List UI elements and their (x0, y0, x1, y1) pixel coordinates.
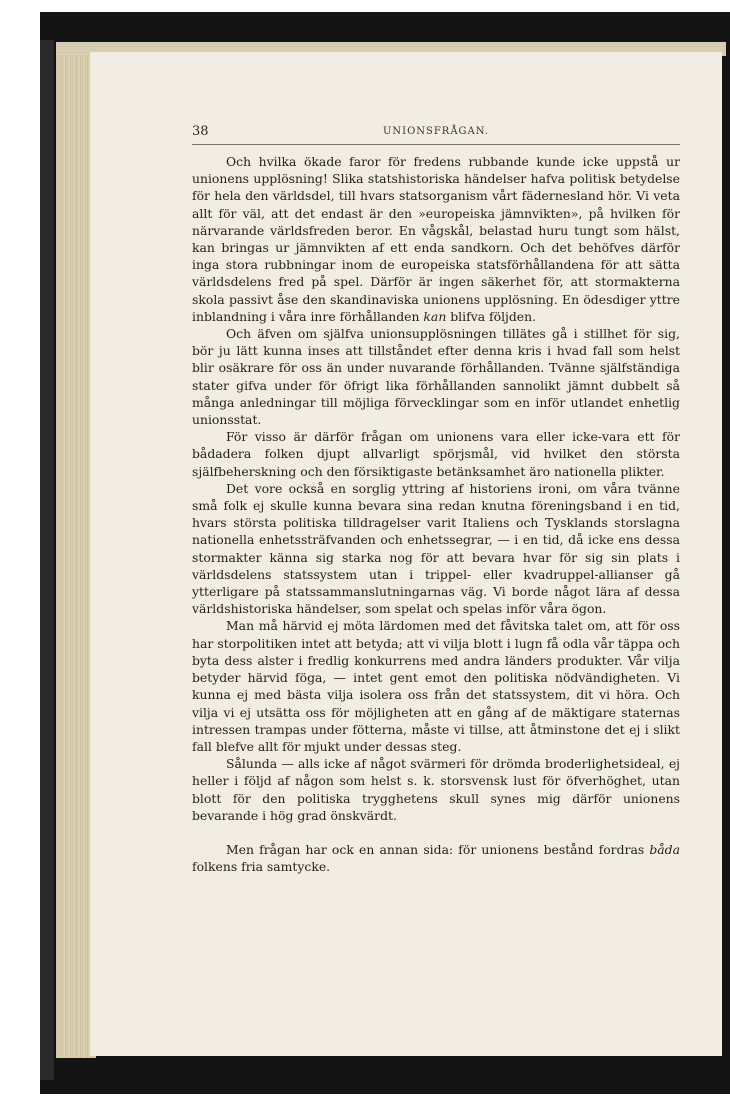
paragraph-6: Sålunda — alls icke af något svärmeri för drömda broderlighetsideal, ej heller i följd af någon som helst s. k. storsvensk lust för öfverhöghet, utan blott för den politiska trygghetens skull synes mig därför unionens bevarande i hög grad önskvärdt. (192, 756, 680, 823)
book-binding (40, 40, 54, 1080)
paragraph-5: Man må härvid ej möta lärdomen med det fåvitska talet om, att för oss har storpolitiken intet att betyda; att vi vilja blott i lugn få odla vår täppa och byta dess alster i fredlig konkurrens med andra länders produkter. Vår vilja betyder härvid föga, — intet gent emot den politiska nödvändigheten. Vi kunna ej med bästa vilja isolera oss från det statssystem, dit vi höra. Och vilja vi ej utsätta oss för möjligheten att en gång af de mäktigare staternas intressen trampas under fötterna, måste vi tillse, att åtminstone det ej i slikt fall blefve allt för mjukt under dessas steg. (192, 618, 680, 754)
emphasis-bada: båda (649, 841, 680, 857)
paragraph-7: Men frågan har ock en annan sida: för unionens bestånd fordras båda folkens fria samtycke. (192, 841, 680, 875)
paragraph-4: Det vore också en sorglig yttring af historiens ironi, om våra tvänne små folk ej skulle kunna bevara sina redan knutna föreningsband i en tid, hvars största politiska tilldragelser varit Italiens och Tysklands storslagna nationella enhetssträfvanden och enhetssegrar, — i en tid, då icke ens dessa stormakter känna sig starka nog för att bevara hvar för sig sin plats i världsdelens statssystem utan i trippel- eller kvadruppel-allianser gå ytterligare på statssammanslutningarnas väg. Vi borde något lära af dessa världshistoriska händelser, som spelat och spelas inför våra ögon. (192, 480, 680, 617)
body-text (192, 153, 680, 875)
emphasis-kan: kan (423, 308, 447, 324)
paragraph-3: För visso är därför frågan om unionens vara eller icke-vara ett för bådadera folken djupt allvarligt spörjsmål, vid hvilket den största själfbeherskning och den försiktigaste betänksamhet äro nationella plikter. (192, 429, 680, 479)
page-number: 38 (192, 124, 209, 139)
paragraph-2: Och äfven om själfva unionsupplösningen tillätes gå i stillhet för sig, bör ju lätt kunna inses att tillståndet efter denna kris i hvad fall som helst blir osäkrare för oss än under nuvarande förhållanden. Tvänne själfständiga stater gifva under för öfrigt lika förhållanden sannolikt jämnt dubbelt så många anledningar till möjliga förvecklingar som en inför utlandet enhetlig unionsstat. (192, 326, 680, 428)
running-title: UNIONSFRÅGAN. (382, 126, 490, 137)
page-header (192, 122, 680, 145)
paragraph-1: Och hvilka ökade faror för fredens rubbande kunde icke uppstå ur unionens upplösning! Slika statshistoriska händelser hafva politisk betydelse för hela den världsdel, till hvars statsorganism vårt fädernesland hör. Vi veta allt för väl, att det endast är den »europeiska jämnvikten», på hvilken för närvarande världsfreden beror. En vågskål, belastad huru tungt som hälst, kan bringas ur jämnvikten af ett enda sandkorn. Och det behöfves därför inga stora rubbningar inom de europeiska statsförhållandena för att sätta världsdelens fred på spel. Därför är ingen säkerhet för, att stormakterna skola passivt åse den skandinaviska unionens upplösning. En ödesdiger yttre inblandning i våra inre förhållanden kan blifva följden. (192, 154, 680, 324)
